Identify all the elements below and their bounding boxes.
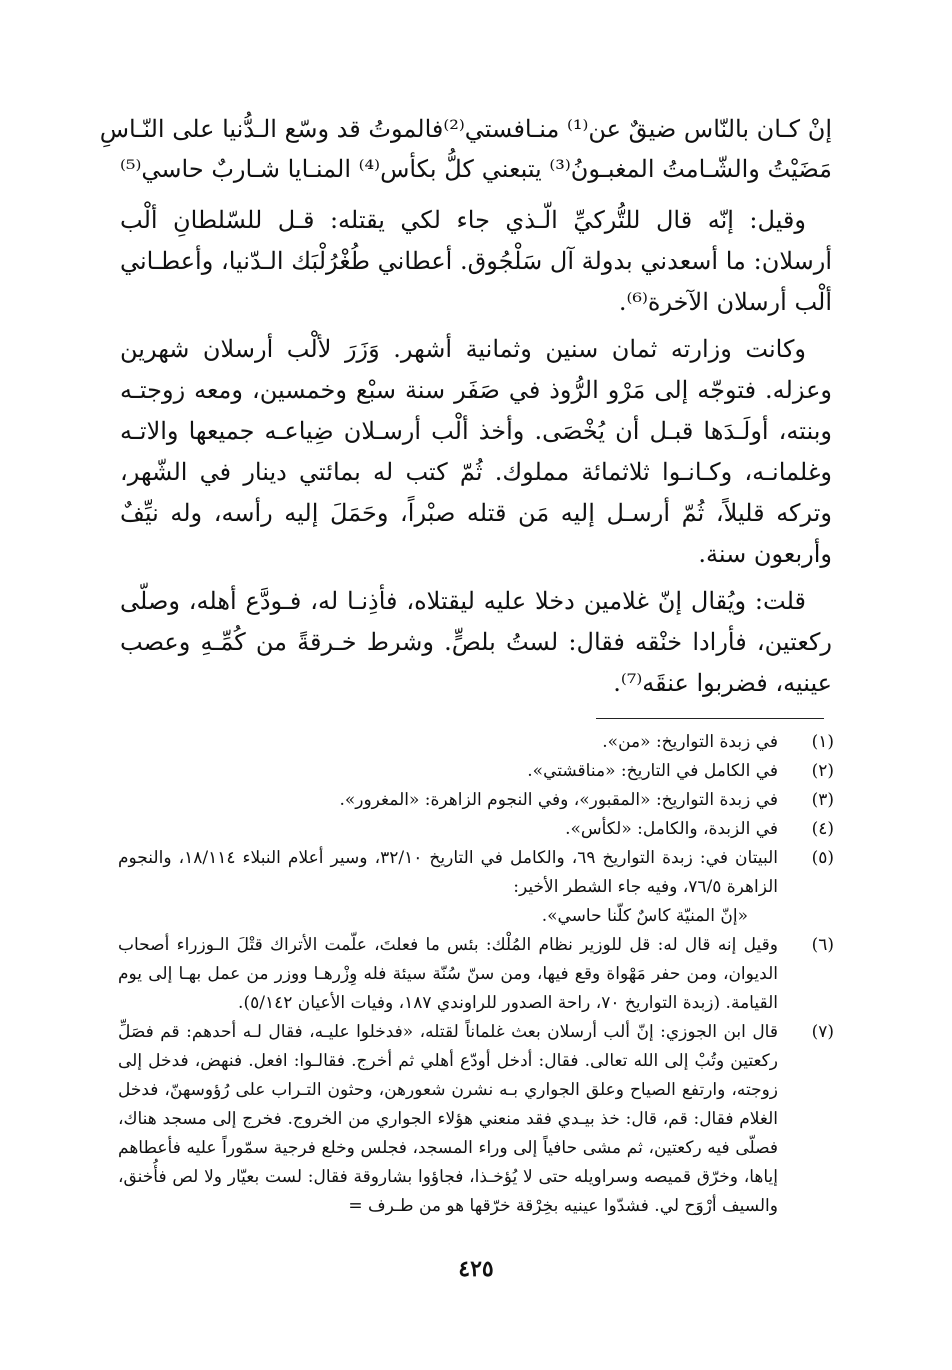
footnote-7 bbox=[118, 1018, 834, 1221]
footnote-number: (٤) bbox=[811, 819, 834, 839]
footnote-1 bbox=[118, 728, 834, 757]
footnote-text: في الكامل في التاريخ: «مناقشتي». bbox=[527, 761, 778, 781]
footnote-text: قال ابن الجوزي: إنّ ألب أرسلان بعث غلماناً لقتله، «فدخلوا عليـه، فقال لـه أحدهم: قم فصَلِّ ركعتين وتُبْ إلى الله تعالى. فقال: أدخل أودّع أهلي ثم أخرج. فقالـوا: افعل. فنهض، فدخل إلى زوجته، وارتفع الصياح وعلق الجواري بـه نشرن شعورهن، وحثون التـراب على رُؤوسهنّ، فدخل الغلام فقال: قم، قال: خذ بيـدي فقد منعني هؤلاء الجواري من الخروج. فخرج إلى مسجد هناك، فصلّى فيه ركعتين، ثم مشى حافياً إلى وراء المسجد، فجلس وخلع فرجية سمّوراً عليه فأعطاهم إياها، وخرّق قميصه وسراويله حتى لا يُؤخـذا، فجاؤوا بشاروقة فقال: لست بعيّار ولا لص فأُخنق، والسيف أرْوَح لي. فشدّوا عينيه بخِرْقة خرّقها هو من طـرف = bbox=[118, 1022, 778, 1216]
footnote-2 bbox=[118, 757, 834, 786]
poem-verses bbox=[99, 110, 832, 190]
footnote-4 bbox=[118, 815, 834, 844]
paragraph-last-words: وقيل: إنّه قال للتُّركيِّ الّـذي جاء لكي يقتله: قـل للسّلطانِ ألْب أرسلان: ما أسعدني بدولة آل سَلْجُوق. أعطاني طُغْرُلْبَك الـدّنيا، وأعطـاني ألْب أرسلان الآخرة⁽⁶⁾. bbox=[120, 206, 832, 316]
verse-2-first-hemistich: مَضَيْتُ والشّـامتُ المغبـونُ⁽³⁾ يتبعني bbox=[481, 155, 832, 183]
footnote-text: في زبدة التواريخ: «من». bbox=[602, 732, 778, 752]
footnote-6 bbox=[118, 931, 834, 1018]
footnote-number: (٦) bbox=[811, 935, 834, 955]
footnote-number: (١) bbox=[811, 732, 834, 752]
footnote-5 bbox=[118, 844, 834, 931]
verse-line-2 bbox=[120, 150, 832, 190]
footnote-number: (٢) bbox=[811, 761, 834, 781]
footnote-divider bbox=[596, 718, 824, 719]
footnote-number: (٥) bbox=[811, 848, 834, 868]
footnote-text bbox=[118, 844, 778, 931]
verse-1-second-hemistich: فالموتُ قد وسّع الـدُّنيا على النّـاسِ bbox=[99, 115, 444, 143]
main-body-text bbox=[120, 200, 832, 710]
footnote-text: في زبدة التواريخ: «المقبور»، وفي النجوم الزاهرة: «المغرور». bbox=[339, 790, 778, 810]
verse-1-first-hemistich: إنْ كـان بالنّاس ضيقٌ عن⁽¹⁾ منـافستي⁽²⁾ bbox=[443, 115, 832, 143]
verse-2-second-hemistich: كلُّ بكأس⁽⁴⁾ المنـايا شـاربٌ حاسي⁽⁵⁾ bbox=[120, 155, 474, 183]
footnote-5-line-1: البيتان في: زبدة التواريخ ٦٩، والكامل في التاريخ ٣٢/١٠، وسير أعلام النبلاء ١٨/١١٤، والنجوم الزاهرة ٧٦/٥، وفيه جاء الشطر الأخير: bbox=[118, 848, 778, 897]
paragraph-vizierate: وكانت وزارته ثمان سنين وثمانية أشهر. وَزَرَ لألْب أرسلان شهرين وعزله. فتوجّه إلى مَرْو الرُّوذ في صَفَر سنة سبْع وخمسين، ومعه زوجتـه وبنته، أولَـدَها قبـل أن يُخْصَى. وأخذ ألْب أرسـلان ضِياعـه جميعها والاتـه وغلمانـه، وكـانـوا ثلاثمائة مملوك. ثُمّ كتب له بمائتي دينار في الشّهر، وتركه قليلاً، ثُمّ أرسـل إليه مَن قتله صبْراً، وحَمَلَ إليه رأسه، وله نيِّفٌ وأربعون سنة. bbox=[120, 335, 832, 568]
footnote-5-quoted-hemistich: «إنّ المنيّة كاسٌ كلّنا حاسي». bbox=[541, 906, 748, 926]
footnote-text: في الزبدة، والكامل: «لكأس». bbox=[565, 819, 778, 839]
footnote-text: وقيل إنه قال له: قل للوزير نظام المُلْك: بئس ما فعلتَ، علّمت الأتراك قتْلَ الـوزراء أصحاب الديوان، ومن حفر مَهْواة وقع فيها، ومن سنّ سُنّة سيئة فله وِزْرهـا ووزر من عمل بهـا إلى يوم القيامة. (زبدة التواريخ ٧٠، راحة الصدور للراوندي ١٨٧، وفيات الأعيان ٥/١٤٢). bbox=[118, 935, 778, 1013]
footnote-3 bbox=[118, 786, 834, 815]
footnotes bbox=[118, 728, 834, 1221]
verse-line-1 bbox=[99, 110, 832, 150]
page-number: ٤٢٥ bbox=[458, 1256, 494, 1282]
paragraph-execution: قلت: ويُقال إنّ غلامين دخلا عليه ليقتلاه، فأذِنـا له، فـودَّع أهله، وصلّى ركعتين، فأرادا خنْقه فقال: لستُ بلصٍّ. وشرط خـرقةً من كُمِّـهِ وعصب عينيه، فضربوا عنقَه⁽⁷⁾. bbox=[120, 587, 832, 697]
footnote-number: (٧) bbox=[811, 1022, 834, 1042]
footnote-number: (٣) bbox=[811, 790, 834, 810]
